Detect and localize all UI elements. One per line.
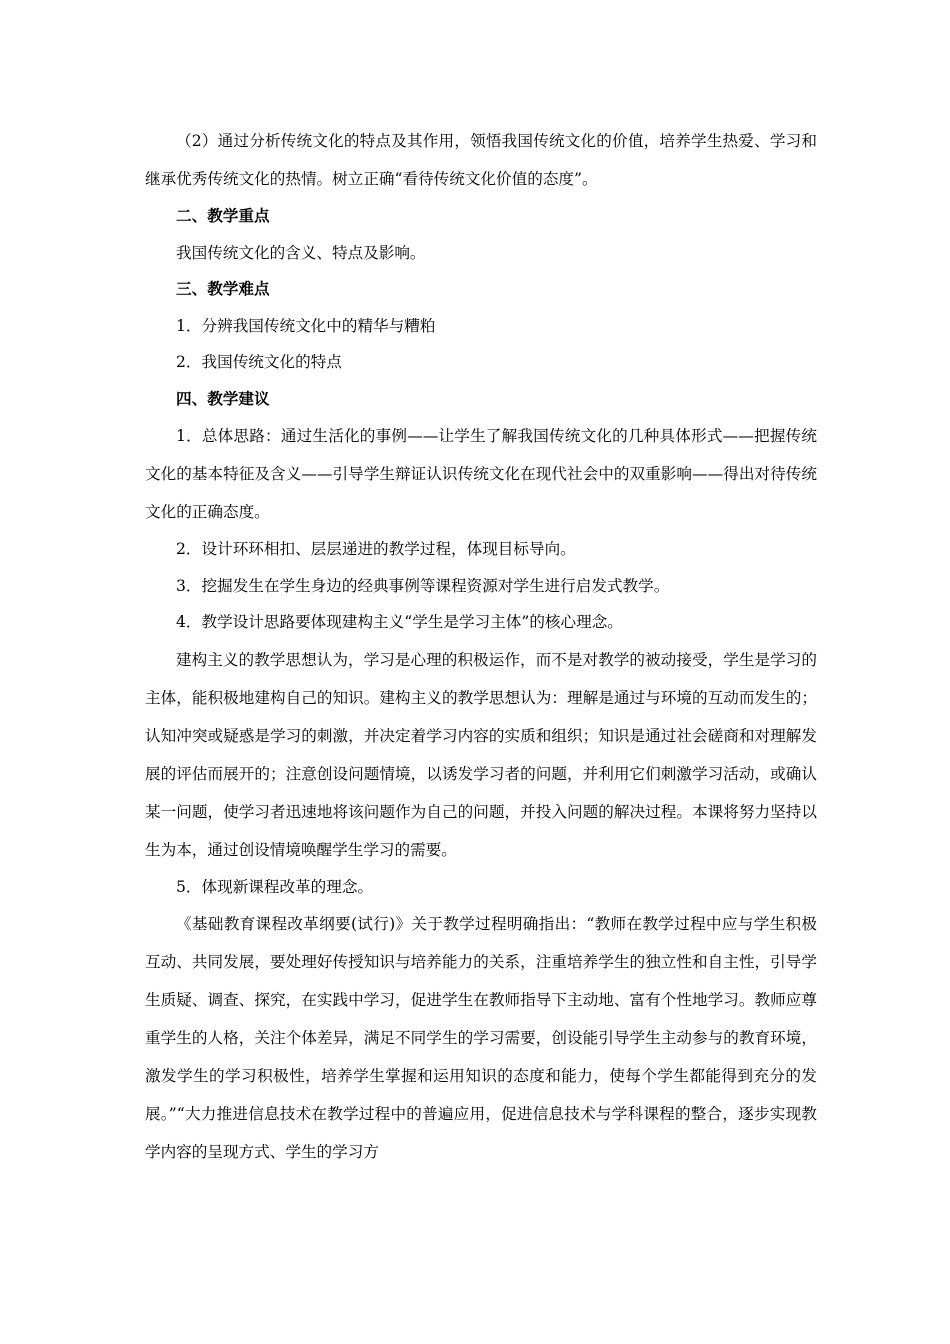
constructivism-paragraph: 建构主义的教学思想认为，学习是心理的积极运作，而不是对教学的被动接受，学生是学习的主体，能积极地建构自己的知识。建构主义的教学思想认为：理解是通过与环境的互动而发生的；认知冲突或疑惑是学习的刺激，并决定着学习内容的实质和组织；知识是通过社会磋商和对理解发展的评估而展开的；注意创设问题情境，以诱发学习者的问题，并利用它们刺激学习活动，或确认某一问题，使学习者迅速地将该问题作为自己的问题，并投入问题的解决过程。本课将努力坚持以生为本，通过创设情境唤醒学生学习的需要。 — [145, 650, 817, 859]
suggestion-item-1: 1．总体思路：通过生活化的事例——让学生了解我国传统文化的几种具体形式——把握传统文化的基本特征及含义——引导学生辩证认识传统文化在现代社会中的双重影响——得出对待传统文化的正确态度。 — [145, 427, 817, 521]
curriculum-reform-paragraph: 《基础教育课程改革纲要(试行)》关于教学过程明确指出：“教师在教学过程中应与学生积极互动、共同发展，要处理好传授知识与培养能力的关系，注重培养学生的独立性和自主性，引导学生质疑、调查、探究，在实践中学习，促进学生在教师指导下主动地、富有个性地学习。教师应尊重学生的人格，关注个体差异，满足不同学生的学习需要，创设能引导学生主动参与的教育环境，激发学生的学习积极性，培养学生掌握和运用知识的态度和能力，使每个学生都能得到充分的发展。”“大力推进信息技术在教学过程中的普遍应用，促进信息技术与学科课程的整合，逐步实现教学内容的呈现方式、学生的学习方 — [145, 915, 817, 1161]
suggestion-item-2: 2．设计环环相扣、层层递进的教学过程，体现目标导向。 — [176, 540, 576, 558]
difficulty-item-2: 2．我国传统文化的特点 — [176, 353, 342, 371]
heading-teaching-difficulty: 三、教学难点 — [176, 279, 270, 298]
objective-paragraph: （2）通过分析传统文化的特点及其作用，领悟我国传统文化的价值，培养学生热爱、学习和继承优秀传统文化的热情。树立正确“看待传统文化价值的态度”。 — [145, 132, 817, 188]
suggestion-item-3: 3．挖掘发生在学生身边的经典事例等课程资源对学生进行启发式教学。 — [176, 576, 670, 595]
suggestion-item-4: 4．教学设计思路要体现建构主义“学生是学习主体”的核心理念。 — [176, 613, 623, 631]
suggestion-item-5: 5．体现新课程改革的理念。 — [176, 877, 374, 896]
document-page — [145, 122, 817, 1171]
difficulty-item-1: 1．分辨我国传统文化中的精华与糟粕 — [176, 316, 436, 335]
teaching-focus-text: 我国传统文化的含义、特点及影响。 — [176, 243, 426, 262]
heading-teaching-focus: 二、教学重点 — [176, 206, 270, 225]
heading-teaching-suggestions: 四、教学建议 — [176, 388, 270, 408]
